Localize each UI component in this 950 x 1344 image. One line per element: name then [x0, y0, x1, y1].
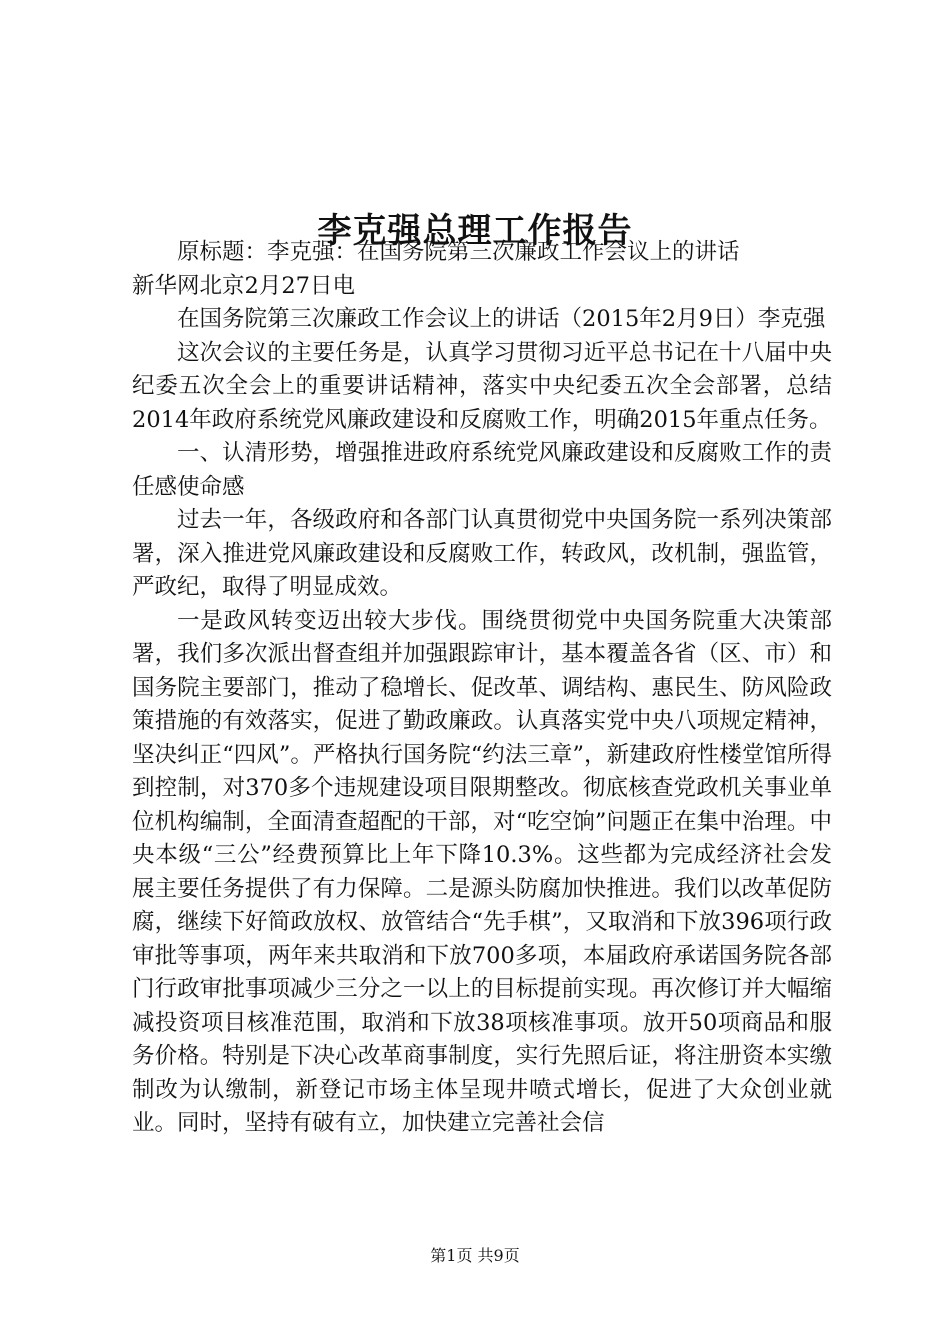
paragraph-speech-heading: 在国务院第三次廉政工作会议上的讲话（2015年2月9日）李克强: [177, 306, 826, 332]
page-footer: 第1页 共9页: [430, 1246, 520, 1265]
document-title: 李克强总理工作报告: [317, 210, 633, 251]
document-body: [132, 236, 832, 1141]
paragraph-meeting-task: 这次会议的主要任务是，认真学习贯彻习近平总书记在十八届中央纪委五次全会上的重要讲话精神，落实中央纪委五次全会部署，总结2014年政府系统党风廉政建设和反腐败工作，明确2015年重点任务。: [132, 339, 832, 433]
paragraph-original-title: 原标题：李克强：在国务院第三次廉政工作会议上的讲话: [177, 239, 740, 265]
paragraph-section-heading: 一、认清形势，增强推进政府系统党风廉政建设和反腐败工作的责任感使命感: [132, 440, 832, 500]
paragraph-achievements: 一是政风转变迈出较大步伐。围绕贯彻党中央国务院重大决策部署，我们多次派出督查组并加强跟踪审计，基本覆盖各省（区、市）和国务院主要部门，推动了稳增长、促改革、调结构、惠民生、防风险政策措施的有效落实，促进了勤政廉政。认真落实党中央八项规定精神，坚决纠正“四风”。严格执行国务院“约法三章”，新建政府性楼堂馆所得到控制，对370多个违规建设项目限期整改。彻底核查党政机关事业单位机构编制，全面清查超配的干部，对“吃空饷”问题正在集中治理。中央本级“三公”经费预算比上年下降10.3%。这些都为完成经济社会发展主要任务提供了有力保障。二是源头防腐加快推进。我们以改革促防腐，继续下好简政放权、放管结合“先手棋”，又取消和下放396项行政审批等事项，两年来共取消和下放700多项，本届政府承诺国务院各部门行政审批事项减少三分之一以上的目标提前实现。再次修订并大幅缩减投资项目核准范围，取消和下放38项核准事项。放开50项商品和服务价格。特别是下决心改革商事制度，实行先照后证，将注册资本实缴制改为认缴制，新登记市场主体呈现井喷式增长，促进了大众创业就业。同时，坚持有破有立，加快建立完善社会信: [132, 607, 832, 1136]
paragraph-dateline: 新华网北京2月27日电: [132, 272, 355, 299]
paragraph-past-year: 过去一年，各级政府和各部门认真贯彻党中央国务院一系列决策部署，深入推进党风廉政建设和反腐败工作，转政风，改机制，强监管，严政纪，取得了明显成效。: [132, 507, 832, 600]
